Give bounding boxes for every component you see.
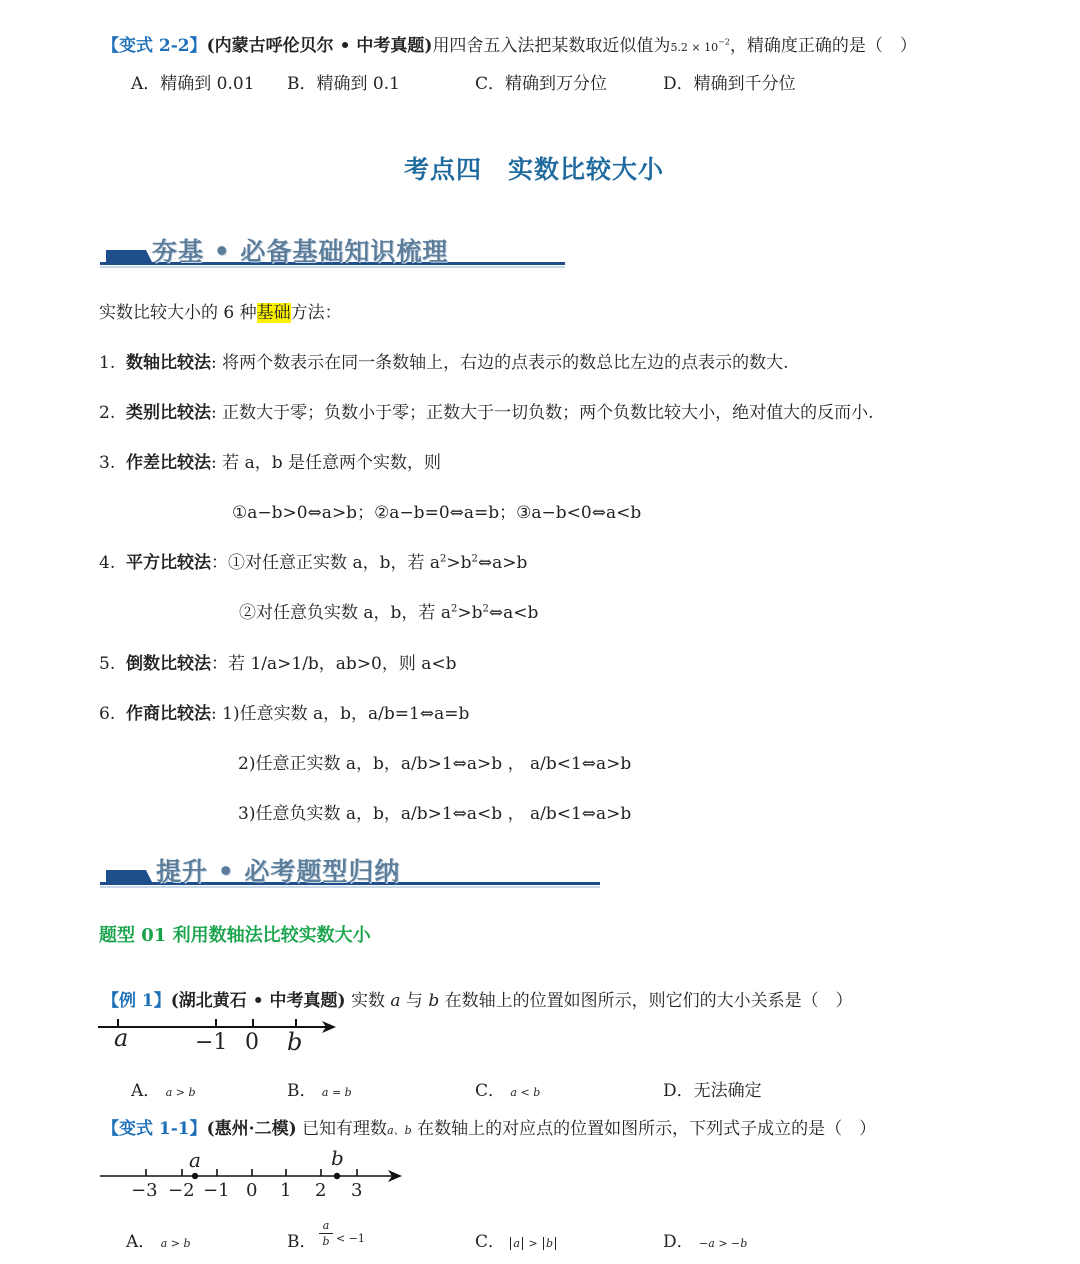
method-text: ：若 1/a>1/b，ab>0，则 a<b [211, 654, 457, 674]
method-text: : 将两个数表示在同一条数轴上，右边的点表示的数总比左边的点表示的数大. [211, 353, 789, 373]
variant-option-b-rest: < −1 [336, 1232, 365, 1245]
superscript: 2 [482, 603, 489, 615]
tick-label: 0 [246, 1180, 258, 1201]
value-base: 5.2 × 10 [670, 41, 719, 54]
method-number: 3. [99, 453, 116, 473]
method-6 [99, 699, 469, 724]
point-a [192, 1173, 198, 1179]
example-option-a [131, 1076, 196, 1101]
variant-option-b-fraction [319, 1219, 333, 1248]
method-text: : 1)任意实数 a，b，a/b=1⇔a=b [211, 704, 470, 724]
option-math: a > b [160, 1237, 191, 1250]
option-math: a > b [165, 1086, 196, 1099]
method-name: 作差比较法 [126, 453, 212, 473]
variable-a: a [390, 991, 401, 1011]
example-option-d [663, 1076, 762, 1101]
example-option-c [475, 1076, 540, 1101]
option-c: C．精确到万分位 [475, 74, 608, 94]
option-letter: A． [131, 1081, 161, 1101]
intro-text: 实数比较大小的 6 种 [99, 303, 257, 323]
option-a: A．精确到 0.01 [131, 74, 255, 94]
superscript: 2 [440, 553, 447, 565]
option-letter: A． [126, 1232, 156, 1252]
method-name: 平方比较法 [126, 553, 212, 573]
variant-option-d [663, 1227, 747, 1252]
method-6-case-2: 2)任意正实数 a，b，a/b>1⇔a>b ， a/b<1⇔a>b [238, 754, 632, 774]
tick-label: 2 [315, 1180, 327, 1201]
example-1 [102, 986, 853, 1011]
method-number: 6. [99, 704, 116, 724]
point-label-b: b [331, 1146, 344, 1170]
option-letter: C． [475, 1081, 506, 1101]
option-math: a < b [510, 1086, 541, 1099]
option-letter: C． [475, 1232, 506, 1252]
variant-option-c [475, 1227, 556, 1252]
intro-highlight: 基础 [256, 303, 291, 323]
axis-label-a: a [114, 1024, 129, 1052]
question-variant-2-2 [102, 31, 917, 56]
method-name: 倒数比较法 [126, 654, 212, 674]
axis-label-minus-1: −1 [195, 1030, 228, 1055]
method-number: 5. [99, 654, 116, 674]
example-text: 与 [405, 991, 423, 1011]
intro-text-end: 方法： [290, 303, 342, 323]
superscript: 2 [450, 603, 458, 615]
value-exponent: −2 [718, 37, 730, 47]
methods-intro [99, 298, 342, 323]
option-letter: D． [663, 1232, 694, 1252]
superscript: 2 [471, 553, 478, 565]
abs-b: b [543, 1237, 556, 1250]
point-b [334, 1173, 340, 1179]
method-number: 2. [99, 403, 116, 423]
question-type-01: 题型 01 利用数轴法比较实数大小 [99, 925, 371, 946]
method-text: >b [446, 553, 472, 573]
example-option-b [287, 1076, 352, 1101]
variant-text: 已知有理数 [302, 1119, 388, 1139]
variant-tag: 【变式 2-2】 [102, 36, 207, 56]
method-text: >b [457, 603, 483, 623]
option-math: −a > −b [699, 1237, 748, 1250]
method-3 [99, 448, 441, 473]
method-text: : 正数大于零；负数小于零；正数大于一切负数；两个负数比较大小，绝对值大的反而小. [211, 403, 874, 423]
section-heading: 考点四 实数比较大小 [404, 155, 665, 184]
tick-label: 1 [280, 1180, 292, 1201]
option-math: a = b [321, 1086, 352, 1099]
method-name: 数轴比较法 [126, 353, 212, 373]
method-6-case-3: 3)任意负实数 a，b，a/b>1⇔a<b ， a/b<1⇔a>b [238, 804, 632, 824]
method-1 [99, 348, 789, 373]
question-text: 用四舍五入法把某数取近似值为 [432, 36, 671, 56]
method-text: ⇔a<b [488, 603, 539, 623]
option-b: B．精确到 0.1 [287, 74, 400, 94]
method-name: 类别比较法 [126, 403, 212, 423]
method-number: 4. [99, 553, 116, 573]
banner-title: 提升 • 必考题型归纳 [156, 857, 401, 886]
variant-option-b-letter: B． [287, 1232, 317, 1252]
option-letter: D． [663, 1081, 694, 1101]
variables-ab: a、b [387, 1124, 412, 1137]
method-5 [99, 649, 457, 674]
option-letter: B． [287, 1081, 317, 1101]
option-text: 无法确定 [693, 1081, 762, 1101]
option-d: D．精确到千分位 [663, 74, 796, 94]
banner-title: 夯基 • 必备基础知识梳理 [152, 237, 449, 266]
fraction-numerator: a [322, 1219, 330, 1232]
example-text: 在数轴上的位置如图所示，则它们的大小关系是（ ） [444, 991, 853, 1011]
fraction-bar [319, 1233, 333, 1234]
method-text: ②对任意负实数 a，b，若 a [239, 603, 451, 623]
abs-a: a [510, 1237, 523, 1250]
method-4 [99, 548, 527, 573]
method-name: 作商比较法 [126, 704, 212, 724]
relation: > [528, 1237, 538, 1250]
tick-label: −2 [168, 1180, 195, 1201]
example-tag: 【例 1】 [102, 991, 171, 1011]
method-text: ：①对任意正实数 a，b，若 a [211, 553, 441, 573]
example-text: 实数 [350, 991, 385, 1011]
variant-source: (惠州·二模) [206, 1119, 297, 1139]
variant-1-1 [102, 1114, 876, 1139]
example-source: (湖北黄石 • 中考真题) [170, 991, 346, 1011]
method-number: 1. [99, 353, 116, 373]
banner-improve [100, 850, 605, 890]
variant-option-a [126, 1227, 191, 1252]
method-3-cases: ①a−b>0⇔a>b；②a−b=0⇔a=b；③a−b<0⇔a<b [232, 503, 642, 523]
method-2 [99, 398, 874, 423]
variable-b: b [428, 991, 440, 1011]
method-4-case-2 [239, 598, 538, 623]
tick-label: 3 [351, 1180, 363, 1201]
point-label-a: a [189, 1148, 201, 1172]
banner-basics [100, 232, 570, 270]
tick-label: −1 [203, 1180, 230, 1201]
method-text: ⇔a>b [477, 553, 528, 573]
axis-label-b: b [287, 1028, 303, 1056]
fraction-denominator: b [322, 1235, 330, 1248]
axis-label-0: 0 [245, 1030, 259, 1055]
method-text: : 若 a，b 是任意两个实数，则 [211, 453, 442, 473]
tick-label: −3 [131, 1180, 158, 1201]
variant-text: 在数轴上的对应点的位置如图所示，下列式子成立的是（ ） [417, 1119, 877, 1139]
question-text-end: ，精确度正确的是（ ） [729, 36, 917, 56]
variant-tag: 【变式 1-1】 [102, 1119, 207, 1139]
question-source: (内蒙古呼伦贝尔 • 中考真题) [206, 36, 433, 56]
